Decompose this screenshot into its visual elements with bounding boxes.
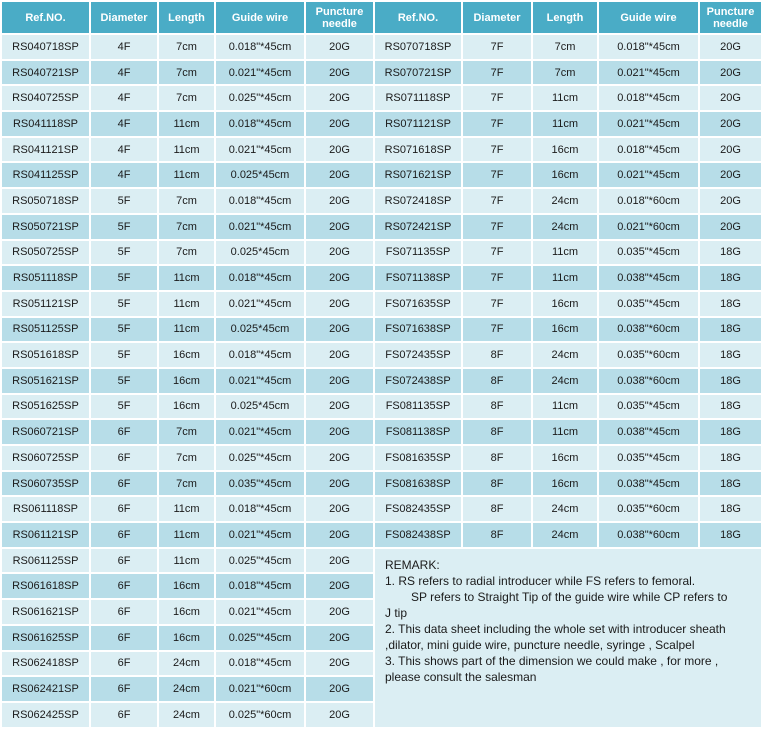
guide-wire-cell: 0.025"*45cm xyxy=(216,626,304,650)
puncture-needle-cell: 20G xyxy=(306,61,373,85)
header-guide-wire: Guide wire xyxy=(599,2,698,33)
guide-wire-cell: 0.025"*45cm xyxy=(216,446,304,470)
diameter-cell: 4F xyxy=(91,163,157,187)
diameter-cell: 5F xyxy=(91,215,157,239)
length-cell: 24cm xyxy=(533,215,597,239)
puncture-needle-cell: 18G xyxy=(700,523,761,547)
diameter-cell: 5F xyxy=(91,395,157,419)
puncture-needle-cell: 20G xyxy=(700,215,761,239)
header-diameter: Diameter xyxy=(91,2,157,33)
length-cell: 11cm xyxy=(159,318,214,342)
diameter-cell: 6F xyxy=(91,626,157,650)
puncture-needle-cell: 20G xyxy=(700,189,761,213)
ref-no-cell: RS041121SP xyxy=(2,138,89,162)
table-row xyxy=(2,241,761,265)
puncture-needle-cell: 20G xyxy=(306,138,373,162)
table-row xyxy=(2,549,761,573)
guide-wire-cell: 0.021"*45cm xyxy=(216,292,304,316)
ref-no-cell: RS040725SP xyxy=(2,86,89,110)
remark-item-1: 1. RS refers to radial introducer while FS refers to femoral. xyxy=(385,573,696,588)
length-cell: 16cm xyxy=(533,138,597,162)
ref-no-cell: RS071621SP xyxy=(375,163,461,187)
puncture-needle-cell: 20G xyxy=(306,112,373,136)
ref-no-cell: FS071635SP xyxy=(375,292,461,316)
ref-no-cell: RS040718SP xyxy=(2,35,89,59)
ref-no-cell: RS061125SP xyxy=(2,549,89,573)
length-cell: 16cm xyxy=(159,600,214,624)
diameter-cell: 8F xyxy=(463,369,531,393)
puncture-needle-cell: 20G xyxy=(700,61,761,85)
length-cell: 16cm xyxy=(159,574,214,598)
length-cell: 11cm xyxy=(533,395,597,419)
puncture-needle-cell: 20G xyxy=(306,574,373,598)
length-cell: 11cm xyxy=(159,112,214,136)
puncture-needle-cell: 20G xyxy=(306,652,373,676)
diameter-cell: 7F xyxy=(463,86,531,110)
puncture-needle-cell: 18G xyxy=(700,318,761,342)
guide-wire-cell: 0.018"*45cm xyxy=(216,574,304,598)
puncture-needle-cell: 20G xyxy=(306,420,373,444)
remark-item-1-tail: J tip xyxy=(385,605,408,620)
header-length: Length xyxy=(533,2,597,33)
ref-no-cell: FS071138SP xyxy=(375,266,461,290)
diameter-cell: 5F xyxy=(91,369,157,393)
ref-no-cell: RS071121SP xyxy=(375,112,461,136)
table-row xyxy=(2,215,761,239)
puncture-needle-cell: 20G xyxy=(700,112,761,136)
diameter-cell: 8F xyxy=(463,395,531,419)
guide-wire-cell: 0.018"*45cm xyxy=(216,497,304,521)
length-cell: 11cm xyxy=(533,112,597,136)
diameter-cell: 4F xyxy=(91,35,157,59)
table-row xyxy=(2,292,761,316)
table-row xyxy=(2,61,761,85)
diameter-cell: 7F xyxy=(463,61,531,85)
guide-wire-cell: 0.018"*45cm xyxy=(599,86,698,110)
ref-no-cell: RS062421SP xyxy=(2,677,89,701)
puncture-needle-cell: 18G xyxy=(700,446,761,470)
diameter-cell: 7F xyxy=(463,318,531,342)
puncture-needle-cell: 20G xyxy=(306,677,373,701)
puncture-needle-cell: 20G xyxy=(306,189,373,213)
diameter-cell: 6F xyxy=(91,549,157,573)
ref-no-cell: FS082435SP xyxy=(375,497,461,521)
table-row xyxy=(2,266,761,290)
diameter-cell: 6F xyxy=(91,420,157,444)
guide-wire-cell: 0.038"*60cm xyxy=(599,523,698,547)
puncture-needle-cell: 20G xyxy=(306,266,373,290)
table-row xyxy=(2,420,761,444)
ref-no-cell: FS081135SP xyxy=(375,395,461,419)
ref-no-cell: RS040721SP xyxy=(2,61,89,85)
length-cell: 24cm xyxy=(533,497,597,521)
length-cell: 24cm xyxy=(159,703,214,727)
length-cell: 24cm xyxy=(159,677,214,701)
diameter-cell: 5F xyxy=(91,292,157,316)
ref-no-cell: FS072438SP xyxy=(375,369,461,393)
ref-no-cell: RS061118SP xyxy=(2,497,89,521)
diameter-cell: 6F xyxy=(91,497,157,521)
table-row xyxy=(2,343,761,367)
puncture-needle-cell: 18G xyxy=(700,343,761,367)
ref-no-cell: RS041118SP xyxy=(2,112,89,136)
remark-item-1-cont: SP refers to Straight Tip of the guide wire while CP refers to xyxy=(411,589,728,604)
ref-no-cell: RS062418SP xyxy=(2,652,89,676)
diameter-cell: 5F xyxy=(91,241,157,265)
puncture-needle-cell: 18G xyxy=(700,369,761,393)
diameter-cell: 6F xyxy=(91,523,157,547)
diameter-cell: 4F xyxy=(91,61,157,85)
diameter-cell: 5F xyxy=(91,189,157,213)
puncture-needle-cell: 20G xyxy=(306,292,373,316)
header-puncture-needle: Puncture needle xyxy=(700,2,761,33)
ref-no-cell: FS082438SP xyxy=(375,523,461,547)
diameter-cell: 8F xyxy=(463,420,531,444)
puncture-needle-cell: 20G xyxy=(306,35,373,59)
diameter-cell: 6F xyxy=(91,703,157,727)
length-cell: 11cm xyxy=(533,86,597,110)
diameter-cell: 7F xyxy=(463,189,531,213)
length-cell: 16cm xyxy=(533,163,597,187)
guide-wire-cell: 0.035"*45cm xyxy=(216,472,304,496)
diameter-cell: 6F xyxy=(91,574,157,598)
puncture-needle-cell: 20G xyxy=(306,215,373,239)
diameter-cell: 7F xyxy=(463,35,531,59)
guide-wire-cell: 0.025"*60cm xyxy=(216,703,304,727)
puncture-needle-cell: 18G xyxy=(700,292,761,316)
guide-wire-cell: 0.038"*45cm xyxy=(599,266,698,290)
diameter-cell: 7F xyxy=(463,292,531,316)
puncture-needle-cell: 20G xyxy=(306,446,373,470)
ref-no-cell: FS081138SP xyxy=(375,420,461,444)
ref-no-cell: RS061121SP xyxy=(2,523,89,547)
guide-wire-cell: 0.035"*45cm xyxy=(599,292,698,316)
puncture-needle-cell: 20G xyxy=(306,163,373,187)
diameter-cell: 7F xyxy=(463,112,531,136)
diameter-cell: 6F xyxy=(91,652,157,676)
diameter-cell: 8F xyxy=(463,472,531,496)
guide-wire-cell: 0.035"*45cm xyxy=(599,241,698,265)
guide-wire-cell: 0.018"*45cm xyxy=(216,343,304,367)
length-cell: 16cm xyxy=(533,292,597,316)
guide-wire-cell: 0.035"*60cm xyxy=(599,497,698,521)
guide-wire-cell: 0.018"*60cm xyxy=(599,189,698,213)
ref-no-cell: RS071618SP xyxy=(375,138,461,162)
puncture-needle-cell: 20G xyxy=(700,138,761,162)
guide-wire-cell: 0.021"*60cm xyxy=(599,215,698,239)
ref-no-cell: RS070721SP xyxy=(375,61,461,85)
puncture-needle-cell: 18G xyxy=(700,395,761,419)
diameter-cell: 7F xyxy=(463,241,531,265)
length-cell: 7cm xyxy=(159,472,214,496)
puncture-needle-cell: 20G xyxy=(306,369,373,393)
remark-item-3: 3. This shows part of the dimension we could make , for more , please consult the salesman xyxy=(385,653,719,684)
guide-wire-cell: 0.018"*45cm xyxy=(599,138,698,162)
ref-no-cell: RS062425SP xyxy=(2,703,89,727)
length-cell: 24cm xyxy=(159,652,214,676)
table-row xyxy=(2,163,761,187)
guide-wire-cell: 0.021"*45cm xyxy=(216,138,304,162)
guide-wire-cell: 0.021"*60cm xyxy=(216,677,304,701)
guide-wire-cell: 0.021"*45cm xyxy=(216,215,304,239)
length-cell: 16cm xyxy=(159,395,214,419)
ref-no-cell: RS060725SP xyxy=(2,446,89,470)
ref-no-cell: RS051625SP xyxy=(2,395,89,419)
ref-no-cell: RS061625SP xyxy=(2,626,89,650)
length-cell: 11cm xyxy=(533,420,597,444)
diameter-cell: 7F xyxy=(463,138,531,162)
guide-wire-cell: 0.018"*45cm xyxy=(216,189,304,213)
ref-no-cell: RS050718SP xyxy=(2,189,89,213)
ref-no-cell: FS071135SP xyxy=(375,241,461,265)
guide-wire-cell: 0.021"*45cm xyxy=(216,523,304,547)
guide-wire-cell: 0.025*45cm xyxy=(216,395,304,419)
ref-no-cell: RS061618SP xyxy=(2,574,89,598)
ref-no-cell: FS081635SP xyxy=(375,446,461,470)
length-cell: 11cm xyxy=(533,241,597,265)
puncture-needle-cell: 20G xyxy=(306,703,373,727)
puncture-needle-cell: 18G xyxy=(700,241,761,265)
puncture-needle-cell: 20G xyxy=(306,600,373,624)
diameter-cell: 4F xyxy=(91,86,157,110)
table-row xyxy=(2,446,761,470)
table-row xyxy=(2,189,761,213)
diameter-cell: 6F xyxy=(91,446,157,470)
ref-no-cell: RS061621SP xyxy=(2,600,89,624)
ref-no-cell: RS070718SP xyxy=(375,35,461,59)
puncture-needle-cell: 20G xyxy=(306,241,373,265)
puncture-needle-cell: 18G xyxy=(700,266,761,290)
guide-wire-cell: 0.021"*45cm xyxy=(599,112,698,136)
diameter-cell: 8F xyxy=(463,446,531,470)
guide-wire-cell: 0.035"*45cm xyxy=(599,446,698,470)
puncture-needle-cell: 20G xyxy=(700,163,761,187)
guide-wire-cell: 0.025*45cm xyxy=(216,241,304,265)
guide-wire-cell: 0.018"*45cm xyxy=(216,35,304,59)
diameter-cell: 7F xyxy=(463,266,531,290)
guide-wire-cell: 0.021"*45cm xyxy=(216,369,304,393)
puncture-needle-cell: 20G xyxy=(306,395,373,419)
ref-no-cell: RS060721SP xyxy=(2,420,89,444)
ref-no-cell: RS060735SP xyxy=(2,472,89,496)
length-cell: 11cm xyxy=(159,266,214,290)
length-cell: 7cm xyxy=(159,215,214,239)
guide-wire-cell: 0.021"*45cm xyxy=(599,61,698,85)
header-ref-no: Ref.NO. xyxy=(2,2,89,33)
guide-wire-cell: 0.038"*45cm xyxy=(599,420,698,444)
length-cell: 11cm xyxy=(159,523,214,547)
table-row xyxy=(2,369,761,393)
guide-wire-cell: 0.025"*45cm xyxy=(216,86,304,110)
diameter-cell: 8F xyxy=(463,497,531,521)
length-cell: 7cm xyxy=(159,420,214,444)
table-row xyxy=(2,112,761,136)
guide-wire-cell: 0.025*45cm xyxy=(216,318,304,342)
diameter-cell: 7F xyxy=(463,215,531,239)
table-row xyxy=(2,395,761,419)
header-length: Length xyxy=(159,2,214,33)
diameter-cell: 7F xyxy=(463,163,531,187)
header-ref-no: Ref.NO. xyxy=(375,2,461,33)
diameter-cell: 6F xyxy=(91,472,157,496)
ref-no-cell: RS050721SP xyxy=(2,215,89,239)
ref-no-cell: RS051118SP xyxy=(2,266,89,290)
length-cell: 16cm xyxy=(159,343,214,367)
guide-wire-cell: 0.018"*45cm xyxy=(599,35,698,59)
ref-no-cell: FS081638SP xyxy=(375,472,461,496)
table-row xyxy=(2,523,761,547)
header-puncture-needle: Puncture needle xyxy=(306,2,373,33)
table-row xyxy=(2,472,761,496)
remark-title: REMARK: xyxy=(385,557,440,572)
puncture-needle-cell: 20G xyxy=(700,35,761,59)
ref-no-cell: RS041125SP xyxy=(2,163,89,187)
guide-wire-cell: 0.021"*45cm xyxy=(216,420,304,444)
guide-wire-cell: 0.018"*45cm xyxy=(216,652,304,676)
puncture-needle-cell: 20G xyxy=(306,549,373,573)
length-cell: 16cm xyxy=(533,318,597,342)
puncture-needle-cell: 18G xyxy=(700,472,761,496)
ref-no-cell: RS071118SP xyxy=(375,86,461,110)
length-cell: 11cm xyxy=(159,549,214,573)
length-cell: 7cm xyxy=(159,61,214,85)
table-row xyxy=(2,138,761,162)
length-cell: 24cm xyxy=(533,189,597,213)
guide-wire-cell: 0.035"*45cm xyxy=(599,395,698,419)
length-cell: 24cm xyxy=(533,523,597,547)
diameter-cell: 6F xyxy=(91,677,157,701)
puncture-needle-cell: 20G xyxy=(306,472,373,496)
ref-no-cell: RS051618SP xyxy=(2,343,89,367)
guide-wire-cell: 0.025"*45cm xyxy=(216,549,304,573)
diameter-cell: 6F xyxy=(91,600,157,624)
guide-wire-cell: 0.018"*45cm xyxy=(216,112,304,136)
length-cell: 7cm xyxy=(159,35,214,59)
header-row xyxy=(2,2,761,33)
table-row xyxy=(2,318,761,342)
puncture-needle-cell: 18G xyxy=(700,497,761,521)
puncture-needle-cell: 20G xyxy=(306,523,373,547)
diameter-cell: 8F xyxy=(463,523,531,547)
table-row xyxy=(2,35,761,59)
length-cell: 16cm xyxy=(533,472,597,496)
length-cell: 7cm xyxy=(533,35,597,59)
diameter-cell: 8F xyxy=(463,343,531,367)
length-cell: 16cm xyxy=(533,446,597,470)
puncture-needle-cell: 20G xyxy=(306,343,373,367)
ref-no-cell: RS050725SP xyxy=(2,241,89,265)
length-cell: 7cm xyxy=(159,189,214,213)
ref-no-cell: FS071638SP xyxy=(375,318,461,342)
length-cell: 24cm xyxy=(533,343,597,367)
guide-wire-cell: 0.038"*60cm xyxy=(599,318,698,342)
guide-wire-cell: 0.035"*60cm xyxy=(599,343,698,367)
length-cell: 11cm xyxy=(159,138,214,162)
length-cell: 16cm xyxy=(159,626,214,650)
puncture-needle-cell: 20G xyxy=(306,626,373,650)
length-cell: 7cm xyxy=(533,61,597,85)
diameter-cell: 4F xyxy=(91,138,157,162)
puncture-needle-cell: 18G xyxy=(700,420,761,444)
guide-wire-cell: 0.021"*45cm xyxy=(216,61,304,85)
diameter-cell: 5F xyxy=(91,343,157,367)
guide-wire-cell: 0.038"*60cm xyxy=(599,369,698,393)
diameter-cell: 5F xyxy=(91,318,157,342)
table-row xyxy=(2,497,761,521)
puncture-needle-cell: 20G xyxy=(306,318,373,342)
length-cell: 11cm xyxy=(533,266,597,290)
header-guide-wire: Guide wire xyxy=(216,2,304,33)
ref-no-cell: RS072418SP xyxy=(375,189,461,213)
remark-item-2: 2. This data sheet including the whole set with introducer sheath ,dilator, mini guide wire, puncture needle, syringe , Scalpel xyxy=(385,621,726,652)
diameter-cell: 5F xyxy=(91,266,157,290)
guide-wire-cell: 0.021"*45cm xyxy=(599,163,698,187)
length-cell: 7cm xyxy=(159,241,214,265)
ref-no-cell: RS051125SP xyxy=(2,318,89,342)
table-row xyxy=(2,86,761,110)
ref-no-cell: RS051121SP xyxy=(2,292,89,316)
ref-no-cell: FS072435SP xyxy=(375,343,461,367)
length-cell: 16cm xyxy=(159,369,214,393)
puncture-needle-cell: 20G xyxy=(700,86,761,110)
header-diameter: Diameter xyxy=(463,2,531,33)
diameter-cell: 4F xyxy=(91,112,157,136)
guide-wire-cell: 0.021"*45cm xyxy=(216,600,304,624)
puncture-needle-cell: 20G xyxy=(306,86,373,110)
guide-wire-cell: 0.025*45cm xyxy=(216,163,304,187)
guide-wire-cell: 0.018"*45cm xyxy=(216,266,304,290)
length-cell: 7cm xyxy=(159,446,214,470)
length-cell: 11cm xyxy=(159,292,214,316)
guide-wire-cell: 0.038"*45cm xyxy=(599,472,698,496)
length-cell: 24cm xyxy=(533,369,597,393)
ref-no-cell: RS051621SP xyxy=(2,369,89,393)
remark-panel xyxy=(375,549,761,727)
length-cell: 7cm xyxy=(159,86,214,110)
length-cell: 11cm xyxy=(159,497,214,521)
length-cell: 11cm xyxy=(159,163,214,187)
puncture-needle-cell: 20G xyxy=(306,497,373,521)
ref-no-cell: RS072421SP xyxy=(375,215,461,239)
